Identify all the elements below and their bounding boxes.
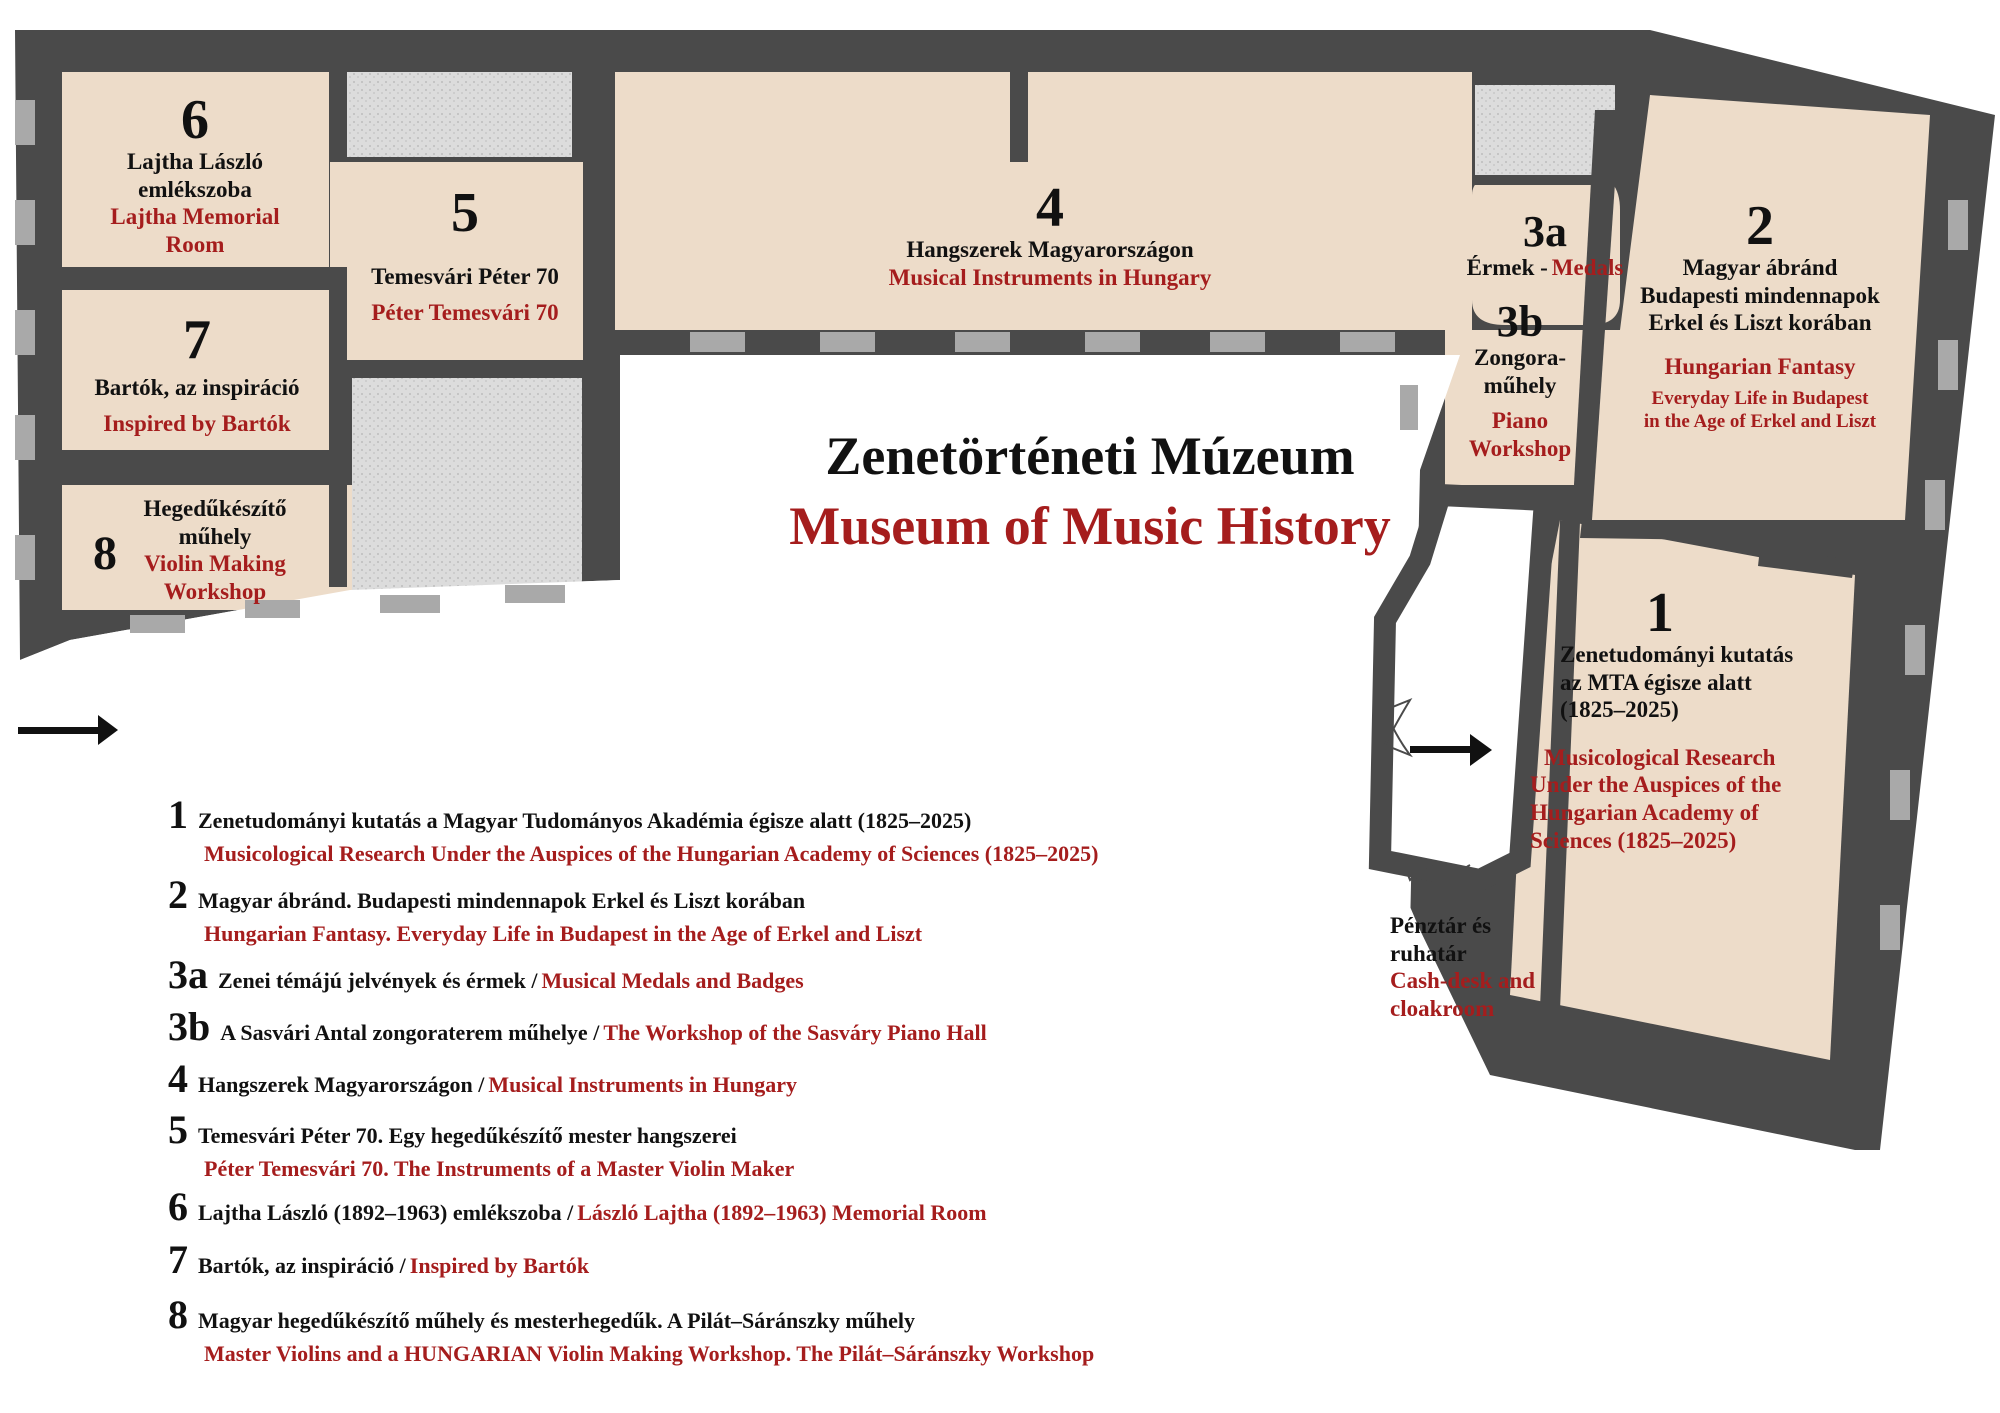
cashdesk-label: Pénztár és ruhatár Cash-desk and cloakroom (1390, 913, 1536, 1021)
room-name-en: Medals (1551, 255, 1624, 280)
room-name-hu: Temesvári Péter 70 (371, 264, 559, 289)
room-name-hu: Hangszerek Magyarországon (906, 237, 1194, 262)
room-name-hu: Budapesti mindennapok (1640, 282, 1880, 308)
room-name-hu: (1825–2025) (1560, 697, 1679, 723)
room-name-en: Room (165, 231, 225, 257)
legend-item-1: 1 Zenetudományi kutatás a Magyar Tudományos Akadémia égisze alatt (1825–2025) Musicological Research Under the Auspices of the Hungarian Academy of Sciences (1825–2025) (168, 792, 1099, 866)
room-name-en: Workshop (1468, 435, 1572, 461)
room-name-hu: Bartók, az inspiráció (94, 375, 300, 400)
room-name-en: Sciences (1825–2025) (1530, 827, 1737, 853)
room-name-hu: Lajtha László (126, 149, 264, 174)
room-4-label (840, 177, 1260, 291)
room-name-en: Hungarian Academy of (1530, 799, 1759, 825)
legend-item-2: 2 Magyar ábránd. Budapesti mindennapok Erkel és Liszt korában Hungarian Fantasy. Everyday Life in Budapest in the Age of Erkel and Liszt (168, 872, 923, 946)
room-number: 4 (1036, 177, 1064, 239)
room-name-en: Lajtha Memorial (110, 204, 280, 230)
room-8-number: 8 (93, 527, 117, 580)
room-name-hu: Erkel és Liszt korában (1648, 310, 1872, 336)
room-name-hu: Zongora- (1474, 345, 1566, 370)
room-number: 2 (1746, 195, 1774, 257)
room-number: 1 (1646, 582, 1674, 644)
room-name-hu: emlékszoba (138, 176, 252, 202)
legend-item-7: 7 Bartók, az inspiráció / Inspired by Bartók (168, 1237, 590, 1282)
room-3b-label (1460, 297, 1580, 462)
room-number: 6 (181, 89, 209, 151)
museum-title-hu: Zenetörténeti Múzeum (825, 426, 1355, 486)
legend-item-6: 6 Lajtha László (1892–1963) emlékszoba / László Lajtha (1892–1963) Memorial Room (168, 1184, 987, 1229)
room-number: 3a (1523, 207, 1567, 256)
room-2-label (1605, 195, 1915, 434)
room-name-en: in the Age of Erkel and Liszt (1643, 411, 1877, 433)
room-7-label (62, 309, 332, 437)
room-name-en: Inspired by Bartók (103, 410, 291, 436)
room-5-label (340, 182, 590, 326)
room-name-en: Workshop (163, 578, 267, 604)
room-name-en: Hungarian Fantasy (1664, 353, 1856, 379)
room-name-hu: Magyar ábránd (1682, 255, 1838, 280)
room-name-hu: műhely (1483, 372, 1557, 398)
room-name-en: Violin Making (144, 551, 286, 577)
room-name-hu: az MTA égisze alatt (1560, 669, 1752, 695)
legend-item-4: 4 Hangszerek Magyarországon / Musical Instruments in Hungary (168, 1056, 798, 1101)
room-name-hu: Érmek - (1466, 255, 1548, 280)
room-1-label (1530, 582, 1870, 854)
museum-title-en: Museum of Music History (789, 496, 1391, 556)
room-8-label (110, 495, 320, 605)
room-name-en: Everyday Life in Budapest (1651, 388, 1869, 410)
legend-item-3b: 3b A Sasvári Antal zongoraterem műhelye / The Workshop of the Sasváry Piano Hall (168, 1004, 987, 1049)
room-name-hu: műhely (178, 523, 252, 549)
room-name-en: Piano (1491, 408, 1549, 434)
room-name-en: Péter Temesvári 70 (371, 299, 559, 325)
legend-item-3a: 3a Zenei témájú jelvények és érmek / Musical Medals and Badges (168, 952, 804, 997)
room-name-hu: Hegedűkészítő (143, 496, 287, 521)
legend-item-8: 8 Magyar hegedűkészítő műhely és mesterhegedűk. A Pilát–Sáránszky műhely Master Violins and a HUNGARIAN Violin Making Workshop. The Pilát–Sáránszky Workshop (168, 1292, 1095, 1366)
room-number: 3b (1496, 297, 1544, 346)
room-name-en: Musical Instruments in Hungary (888, 264, 1212, 290)
legend-item-5: 5 Temesvári Péter 70. Egy hegedűkészítő mester hangszerei Péter Temesvári 70. The Instruments of a Master Violin Maker (168, 1107, 795, 1181)
room-name-en: Under the Auspices of the (1530, 772, 1782, 798)
room-number: 5 (451, 182, 479, 244)
room-6-label (70, 89, 320, 258)
room-name-hu: Zenetudományi kutatás (1560, 642, 1794, 667)
room-number: 7 (183, 309, 211, 371)
room-name-en: Musicological Research (1544, 744, 1776, 770)
